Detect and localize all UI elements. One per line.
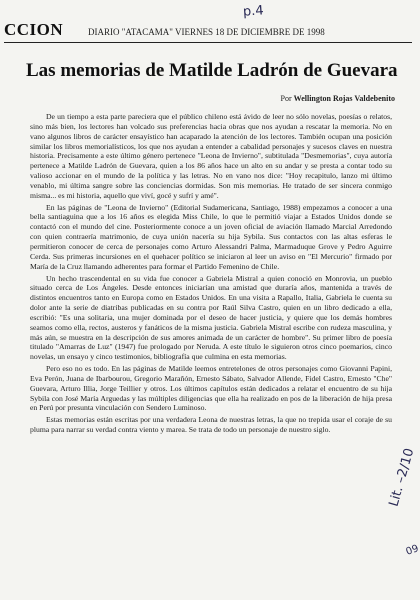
handwritten-page-mark: p.4 — [242, 3, 265, 20]
article-paragraph: De un tiempo a esta parte pareciera que el público chileno está ávido de leer no sólo novelas, poesías o relatos, sino más bien, los lectores han volcado sus preferencias hacia obras que nos ayudan a rescatar la memoria. No en vano algunos libros de carácter ensayístico han acaparado la atención de los lectores. También ocupan una posición similar los libros memorialísticos, los que nos ayudan a entender a cabalidad personajes y sucesos claves en nuestra historia. Precisamente a este último género pertenece "Leona de Invierno", subtitulada "Desmemorias", cuya autoría pertenece a Matilde Ladrón de Guevara, quien a los 86 años hace un alto en su andar y se presta a contar todo su valioso accionar en el mundo de la política y las letras. No en vano nos dice: "Hoy recapitulo, lanzo mi último venablo, mi última sangre sobre las conciencias dormidas. Son mis memorias. He tratado de ser sincera conmigo misma... es mi historia, aquello que viví, gocé y sufrí y amé". — [30, 112, 392, 200]
article-byline — [195, 94, 395, 103]
section-title: CCION — [4, 20, 64, 39]
article-paragraph: Un hecho trascendental en su vida fue conocer a Gabriela Mistral a quien conoció en Monrovia, un pueblo situado cerca de Los Ángeles. Desde entonces iniciarían una amistad que duraría años, mantenida a través de distintos encuentros tanto en Europa como en Estados Unidos. En una visita a Rapallo, Italia, Gabriela le cuenta su dolor ante la serie de diatribas publicadas en su contra por Raúl Silva Castro, quien en un libro dedicado a ella, escribió: "Es una solitaria, una mujer dominada por el deseo de hacer justicia, y quiere que los demás hombres seamos como ella, rectos, austeros y fanáticos de la misma justicia. Gabriela Mistral escribe con rudeza masculina, y más aún, se muestra en la descripción de sus amores animada de un carácter de hombre". Su primer libro de poesía titulado "Amarras de Luz" (1947) fue prologado por Neruda. A este título le siguieron otros cinco poemarios, cinco novelas, un ensayo y cinco testimonios, bibliografía que culmina en esta memorias. — [30, 273, 392, 362]
byline-author: Wellington Rojas Valdebenito — [293, 94, 395, 103]
byline-prefix: Por — [280, 94, 292, 103]
handwritten-side-mark: Lit. –2/10 — [386, 446, 418, 509]
article-paragraph: Estas memorias están escritas por una verdadera Leona de nuestras letras, la que no trepida usar el coraje de su pluma para narrar su verdad contra viento y marea. Se trata de todo un personaje de nuestro siglo. — [30, 415, 392, 435]
article-paragraph: En las páginas de "Leona de Invierno" (Editorial Sudamericana, Santiago, 1988) empezamos a conocer a una bella santiaguina que a los 16 años es elegida Miss Chile, lo que le permitió viajar a Estados Unidos donde se contactó con el mundo del cine. Posteriormente conoce a un joven oficial de aviación llamado Marcial Arredondo con quien contraería matrimonio, de cuya unión nacería su hija Sybila. Sus contactos con las altas esferas le permitieron conocer de cerca de personajes como Arturo Alessandri Palma, Marmaduque Grove y Pedro Aguirre Cerda. Sus primeras incursiones en el quehacer político se iniciaron al leer un aviso en "El Mercurio" firmado por María de la Cruz llamando adherentes para formar el Partido Femenino de Chile. — [30, 202, 392, 271]
article-paragraph: Pero eso no es todo. En las páginas de Matilde leemos entretelones de otros personajes como Giovanni Papini, Eva Perón, Juana de Ibarbourou, Gregorio Marañón, Ernesto Sábato, Salvador Allende, Fidel Castro, Ernesto "Che" Guevara, Arturo Illia, Jorge Teillier y otros. Los últimos capítulos están dedicados a relatar el encuentro de su hija Sybila con José María Arguedas y las múltiples diligencias que ella ha realizado en pos de la liberación de hija presa en Perú por presunta vinculación con Sendero Luminoso. — [30, 364, 392, 413]
handwritten-corner-mark: 09 — [404, 543, 420, 558]
header-divider — [4, 42, 412, 43]
article-body — [30, 112, 392, 435]
article-headline: Las memorias de Matilde Ladrón de Guevara — [26, 60, 398, 81]
newspaper-folio: DIARIO "ATACAMA" VIERNES 18 DE DICIEMBRE DE 1998 — [88, 27, 325, 37]
